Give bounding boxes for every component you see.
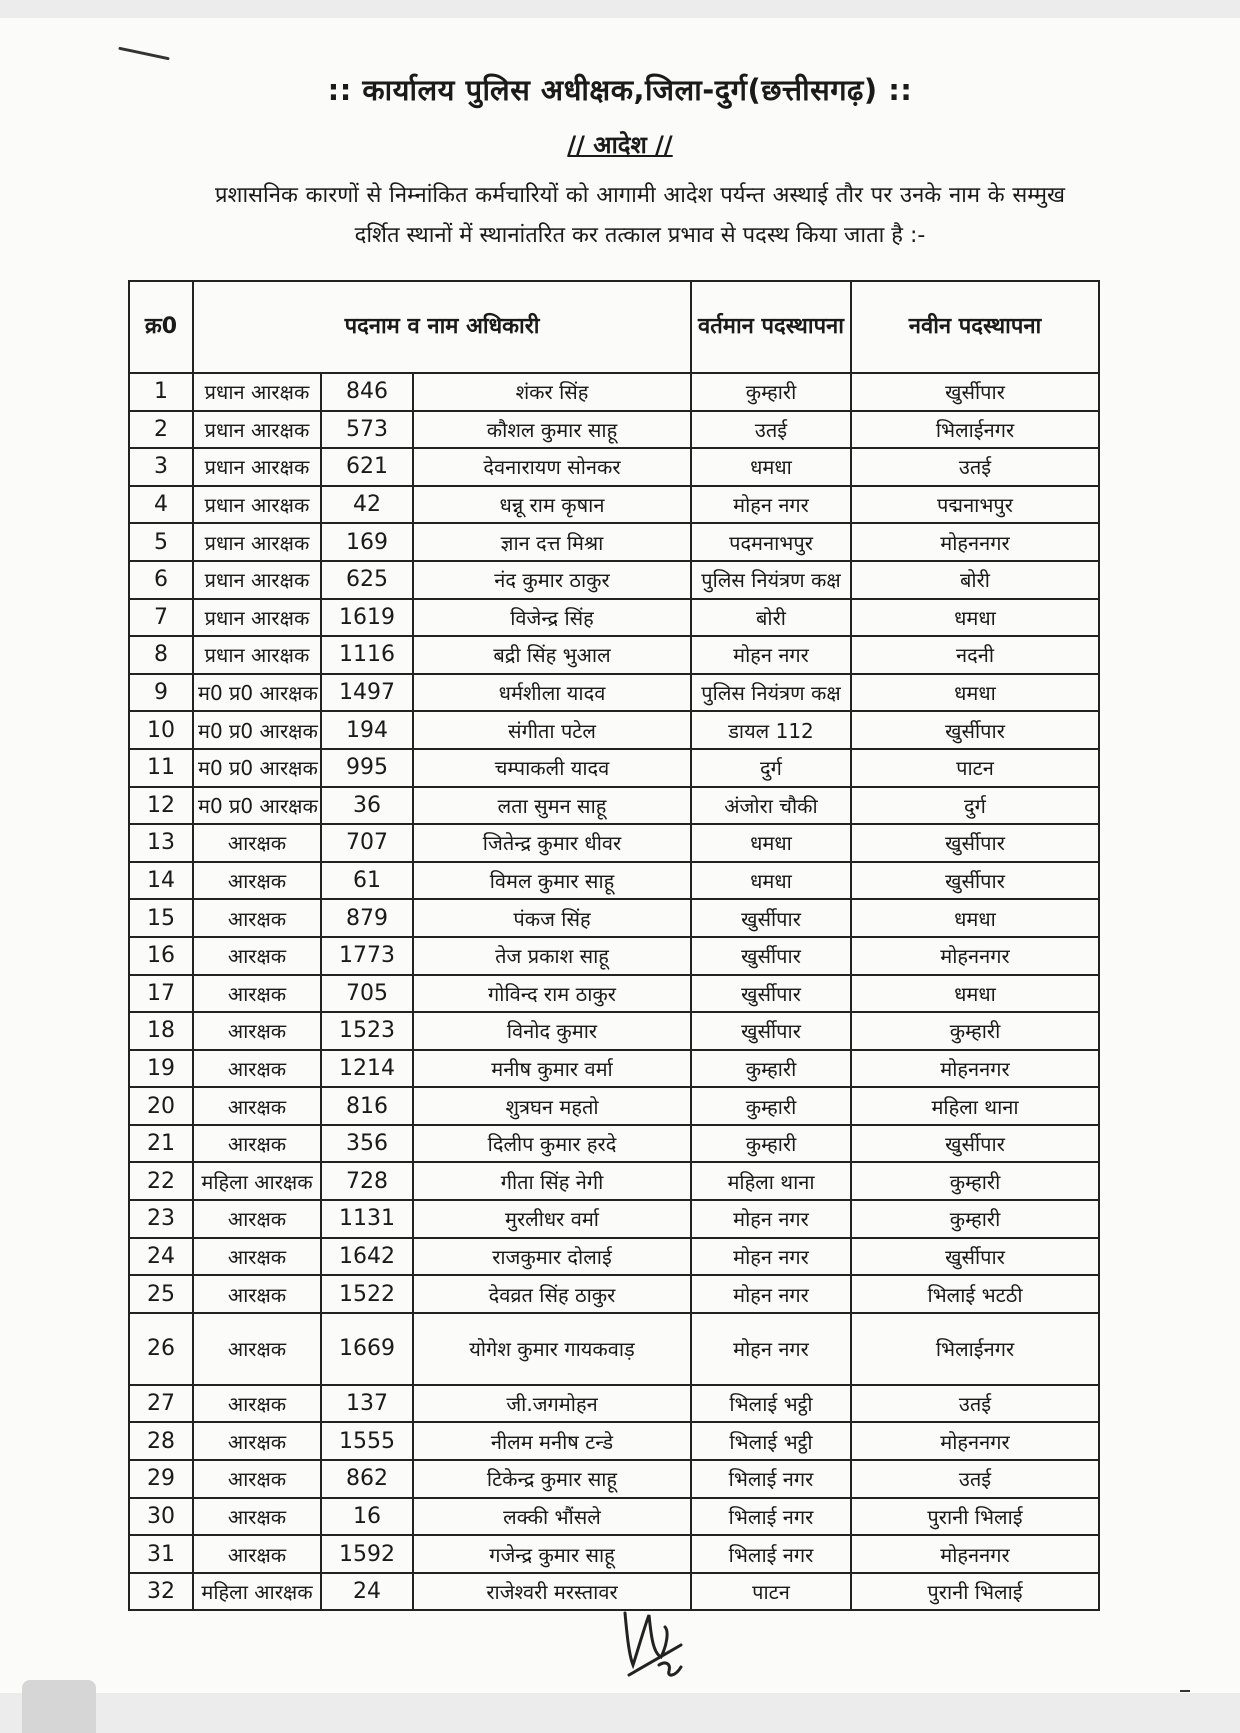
table-row [129,674,1099,712]
current-posting-cell: पाटन [691,1573,851,1611]
current-posting-cell: कुम्हारी [691,1125,851,1163]
current-posting-cell: भिलाई नगर [691,1535,851,1573]
table-row [129,1460,1099,1498]
table-row [129,787,1099,825]
current-posting-cell: धमधा [691,448,851,486]
new-posting-cell: धमधा [851,674,1099,712]
new-posting-cell: धमधा [851,899,1099,937]
badge-number-cell: 1555 [321,1422,413,1460]
rank-cell: आरक्षक [193,862,321,900]
new-posting-cell: खुर्सीपार [851,1125,1099,1163]
officer-name-cell: राजकुमार दोलाई [413,1238,691,1276]
current-posting-cell: कुम्हारी [691,1050,851,1088]
new-posting-cell: कुम्हारी [851,1162,1099,1200]
officer-name-cell: विजेन्द्र सिंह [413,599,691,637]
table-row [129,1535,1099,1573]
officer-name-cell: ज्ञान दत्त मिश्रा [413,523,691,561]
serial-cell: 29 [129,1460,193,1498]
officer-name-cell: गीता सिंह नेगी [413,1162,691,1200]
serial-cell: 31 [129,1535,193,1573]
serial-cell: 27 [129,1385,193,1423]
current-posting-cell: मोहन नगर [691,1313,851,1385]
margin-mark [1180,1690,1190,1692]
officer-name-cell: शंकर सिंह [413,373,691,411]
rank-cell: आरक्षक [193,1460,321,1498]
new-posting-cell: खुर्सीपार [851,373,1099,411]
table-row [129,411,1099,449]
badge-number-cell: 356 [321,1125,413,1163]
table-row [129,1573,1099,1611]
rank-cell: प्रधान आरक्षक [193,411,321,449]
rank-cell: प्रधान आरक्षक [193,599,321,637]
current-posting-cell: मोहन नगर [691,636,851,674]
current-posting-cell: खुर्सीपार [691,975,851,1013]
officer-name-cell: जितेन्द्र कुमार धीवर [413,824,691,862]
rank-cell: आरक्षक [193,975,321,1013]
rank-cell: प्रधान आरक्षक [193,448,321,486]
table-row [129,1200,1099,1238]
officer-name-cell: देवनारायण सोनकर [413,448,691,486]
new-posting-cell: भिलाईनगर [851,411,1099,449]
rank-cell: म0 प्र0 आरक्षक [193,787,321,825]
new-posting-cell: भिलाई भटठी [851,1275,1099,1313]
table-row [129,373,1099,411]
officer-name-cell: जी.जगमोहन [413,1385,691,1423]
new-posting-cell: खुर्सीपार [851,862,1099,900]
rank-cell: आरक्षक [193,937,321,975]
rank-cell: आरक्षक [193,1313,321,1385]
rank-cell: आरक्षक [193,1125,321,1163]
serial-cell: 22 [129,1162,193,1200]
rank-cell: प्रधान आरक्षक [193,486,321,524]
serial-cell: 23 [129,1200,193,1238]
current-posting-cell: भिलाई भट्ठी [691,1385,851,1423]
rank-cell: प्रधान आरक्षक [193,636,321,674]
table-row [129,1050,1099,1088]
serial-cell: 12 [129,787,193,825]
current-posting-cell: कुम्हारी [691,373,851,411]
serial-cell: 18 [129,1012,193,1050]
new-posting-cell: पद्मनाभपुर [851,486,1099,524]
badge-number-cell: 995 [321,749,413,787]
rank-cell: म0 प्र0 आरक्षक [193,749,321,787]
rank-cell: महिला आरक्षक [193,1573,321,1611]
serial-cell: 2 [129,411,193,449]
transfer-table [128,280,1100,1611]
header-designation-name: पदनाम व नाम अधिकारी [193,281,691,373]
officer-name-cell: धर्मशीला यादव [413,674,691,712]
badge-number-cell: 42 [321,486,413,524]
officer-name-cell: शुत्रघन महतो [413,1087,691,1125]
new-posting-cell: पुरानी भिलाई [851,1498,1099,1536]
serial-cell: 17 [129,975,193,1013]
signature-mark [615,1605,695,1683]
officer-name-cell: संगीता पटेल [413,711,691,749]
rank-cell: म0 प्र0 आरक्षक [193,711,321,749]
rank-cell: प्रधान आरक्षक [193,523,321,561]
current-posting-cell: बोरी [691,599,851,637]
badge-number-cell: 879 [321,899,413,937]
current-posting-cell: कुम्हारी [691,1087,851,1125]
current-posting-cell: पुलिस नियंत्रण कक्ष [691,561,851,599]
badge-number-cell: 1116 [321,636,413,674]
badge-number-cell: 36 [321,787,413,825]
officer-name-cell: बद्री सिंह भुआल [413,636,691,674]
table-row [129,1422,1099,1460]
page-indicator-tab [22,1680,96,1733]
current-posting-cell: डायल 112 [691,711,851,749]
serial-cell: 32 [129,1573,193,1611]
rank-cell: प्रधान आरक्षक [193,561,321,599]
serial-cell: 20 [129,1087,193,1125]
new-posting-cell: धमधा [851,599,1099,637]
serial-cell: 4 [129,486,193,524]
table-row [129,636,1099,674]
new-posting-cell: खुर्सीपार [851,824,1099,862]
new-posting-cell: कुम्हारी [851,1200,1099,1238]
officer-name-cell: कौशल कुमार साहू [413,411,691,449]
current-posting-cell: मोहन नगर [691,486,851,524]
rank-cell: आरक्षक [193,1385,321,1423]
new-posting-cell: उतई [851,1460,1099,1498]
current-posting-cell: उतई [691,411,851,449]
serial-cell: 10 [129,711,193,749]
badge-number-cell: 573 [321,411,413,449]
current-posting-cell: धमधा [691,862,851,900]
badge-number-cell: 24 [321,1573,413,1611]
officer-name-cell: विमल कुमार साहू [413,862,691,900]
serial-cell: 3 [129,448,193,486]
header-current-posting: वर्तमान पदस्थापना [691,281,851,373]
rank-cell: आरक्षक [193,1275,321,1313]
serial-cell: 30 [129,1498,193,1536]
current-posting-cell: पदमनाभपुर [691,523,851,561]
office-title: :: कार्यालय पुलिस अधीक्षक,जिला-दुर्ग(छत्तीसगढ़) :: [327,73,913,107]
serial-cell: 1 [129,373,193,411]
officer-name-cell: नंद कुमार ठाकुर [413,561,691,599]
rank-cell: आरक्षक [193,1238,321,1276]
badge-number-cell: 1669 [321,1313,413,1385]
current-posting-cell: महिला थाना [691,1162,851,1200]
badge-number-cell: 61 [321,862,413,900]
rank-cell: म0 प्र0 आरक्षक [193,674,321,712]
officer-name-cell: गजेन्द्र कुमार साहू [413,1535,691,1573]
new-posting-cell: धमधा [851,975,1099,1013]
badge-number-cell: 1522 [321,1275,413,1313]
table-row [129,1087,1099,1125]
officer-name-cell: लक्की भौंसले [413,1498,691,1536]
officer-name-cell: विनोद कुमार [413,1012,691,1050]
table-row [129,1162,1099,1200]
officer-name-cell: देवव्रत सिंह ठाकुर [413,1275,691,1313]
badge-number-cell: 816 [321,1087,413,1125]
current-posting-cell: खुर्सीपार [691,899,851,937]
table-header-row [129,281,1099,373]
table-row [129,1275,1099,1313]
table-row [129,975,1099,1013]
badge-number-cell: 1131 [321,1200,413,1238]
new-posting-cell: नदनी [851,636,1099,674]
table-row [129,599,1099,637]
new-posting-cell: मोहननगर [851,937,1099,975]
table-row [129,486,1099,524]
current-posting-cell: दुर्ग [691,749,851,787]
badge-number-cell: 707 [321,824,413,862]
table-row [129,899,1099,937]
officer-name-cell: तेज प्रकाश साहू [413,937,691,975]
serial-cell: 24 [129,1238,193,1276]
table-row [129,523,1099,561]
table-row [129,1238,1099,1276]
new-posting-cell: पुरानी भिलाई [851,1573,1099,1611]
new-posting-cell: उतई [851,448,1099,486]
serial-cell: 19 [129,1050,193,1088]
new-posting-cell: महिला थाना [851,1087,1099,1125]
badge-number-cell: 194 [321,711,413,749]
table-row [129,824,1099,862]
new-posting-cell: खुर्सीपार [851,1238,1099,1276]
badge-number-cell: 1642 [321,1238,413,1276]
table-row [129,1313,1099,1385]
new-posting-cell: दुर्ग [851,787,1099,825]
current-posting-cell: खुर्सीपार [691,1012,851,1050]
rank-cell: प्रधान आरक्षक [193,373,321,411]
officer-name-cell: टिकेन्द्र कुमार साहू [413,1460,691,1498]
current-posting-cell: अंजोरा चौकी [691,787,851,825]
officer-name-cell: योगेश कुमार गायकवाड़ [413,1313,691,1385]
serial-cell: 25 [129,1275,193,1313]
officer-name-cell: मनीष कुमार वर्मा [413,1050,691,1088]
badge-number-cell: 1592 [321,1535,413,1573]
new-posting-cell: बोरी [851,561,1099,599]
rank-cell: आरक्षक [193,1200,321,1238]
serial-cell: 9 [129,674,193,712]
serial-cell: 5 [129,523,193,561]
badge-number-cell: 705 [321,975,413,1013]
badge-number-cell: 621 [321,448,413,486]
badge-number-cell: 1773 [321,937,413,975]
officer-name-cell: गोविन्द राम ठाकुर [413,975,691,1013]
table-row [129,1385,1099,1423]
rank-cell: आरक्षक [193,1087,321,1125]
serial-cell: 16 [129,937,193,975]
rank-cell: आरक्षक [193,1535,321,1573]
table-row [129,1012,1099,1050]
table-row [129,862,1099,900]
badge-number-cell: 1523 [321,1012,413,1050]
rank-cell: आरक्षक [193,1422,321,1460]
badge-number-cell: 16 [321,1498,413,1536]
officer-name-cell: लता सुमन साहू [413,787,691,825]
serial-cell: 8 [129,636,193,674]
serial-cell: 6 [129,561,193,599]
new-posting-cell: उतई [851,1385,1099,1423]
badge-number-cell: 137 [321,1385,413,1423]
table-row [129,749,1099,787]
new-posting-cell: मोहननगर [851,1422,1099,1460]
current-posting-cell: भिलाई नगर [691,1498,851,1536]
serial-cell: 14 [129,862,193,900]
rank-cell: महिला आरक्षक [193,1162,321,1200]
officer-name-cell: नीलम मनीष टन्डे [413,1422,691,1460]
header-serial: क्र0 [129,281,193,373]
badge-number-cell: 862 [321,1460,413,1498]
header-new-posting: नवीन पदस्थापना [851,281,1099,373]
new-posting-cell: भिलाईनगर [851,1313,1099,1385]
current-posting-cell: धमधा [691,824,851,862]
new-posting-cell: मोहननगर [851,1050,1099,1088]
badge-number-cell: 1497 [321,674,413,712]
badge-number-cell: 625 [321,561,413,599]
officer-name-cell: धन्नू राम कृषान [413,486,691,524]
serial-cell: 21 [129,1125,193,1163]
order-preamble: प्रशासनिक कारणों से निम्नांकित कर्मचारियों को आगामी आदेश पर्यन्त अस्थाई तौर पर उनके नाम के सम्मुख दर्शित स्थानों में स्थानांतरित कर तत्काल प्रभाव से पदस्थ किया जाता है :- [215,183,1065,248]
order-title: // आदेश // [567,131,673,159]
officer-name-cell: चम्पाकली यादव [413,749,691,787]
table-row [129,448,1099,486]
current-posting-cell: पुलिस नियंत्रण कक्ष [691,674,851,712]
new-posting-cell: मोहननगर [851,1535,1099,1573]
badge-number-cell: 169 [321,523,413,561]
badge-number-cell: 846 [321,373,413,411]
rank-cell: आरक्षक [193,899,321,937]
table-row [129,937,1099,975]
table-row [129,711,1099,749]
rank-cell: आरक्षक [193,1498,321,1536]
rank-cell: आरक्षक [193,1050,321,1088]
rank-cell: आरक्षक [193,824,321,862]
current-posting-cell: मोहन नगर [691,1238,851,1276]
current-posting-cell: मोहन नगर [691,1200,851,1238]
new-posting-cell: खुर्सीपार [851,711,1099,749]
officer-name-cell: मुरलीधर वर्मा [413,1200,691,1238]
serial-cell: 7 [129,599,193,637]
badge-number-cell: 1619 [321,599,413,637]
serial-cell: 13 [129,824,193,862]
serial-cell: 28 [129,1422,193,1460]
officer-name-cell: दिलीप कुमार हरदे [413,1125,691,1163]
officer-name-cell: राजेश्वरी मरस्तावर [413,1573,691,1611]
badge-number-cell: 1214 [321,1050,413,1088]
serial-cell: 15 [129,899,193,937]
rank-cell: आरक्षक [193,1012,321,1050]
table-row [129,1125,1099,1163]
current-posting-cell: मोहन नगर [691,1275,851,1313]
current-posting-cell: भिलाई भट्ठी [691,1422,851,1460]
officer-name-cell: पंकज सिंह [413,899,691,937]
serial-cell: 26 [129,1313,193,1385]
current-posting-cell: भिलाई नगर [691,1460,851,1498]
table-row [129,1498,1099,1536]
badge-number-cell: 728 [321,1162,413,1200]
new-posting-cell: मोहननगर [851,523,1099,561]
new-posting-cell: पाटन [851,749,1099,787]
table-row [129,561,1099,599]
new-posting-cell: कुम्हारी [851,1012,1099,1050]
serial-cell: 11 [129,749,193,787]
current-posting-cell: खुर्सीपार [691,937,851,975]
pen-mark [118,47,169,61]
